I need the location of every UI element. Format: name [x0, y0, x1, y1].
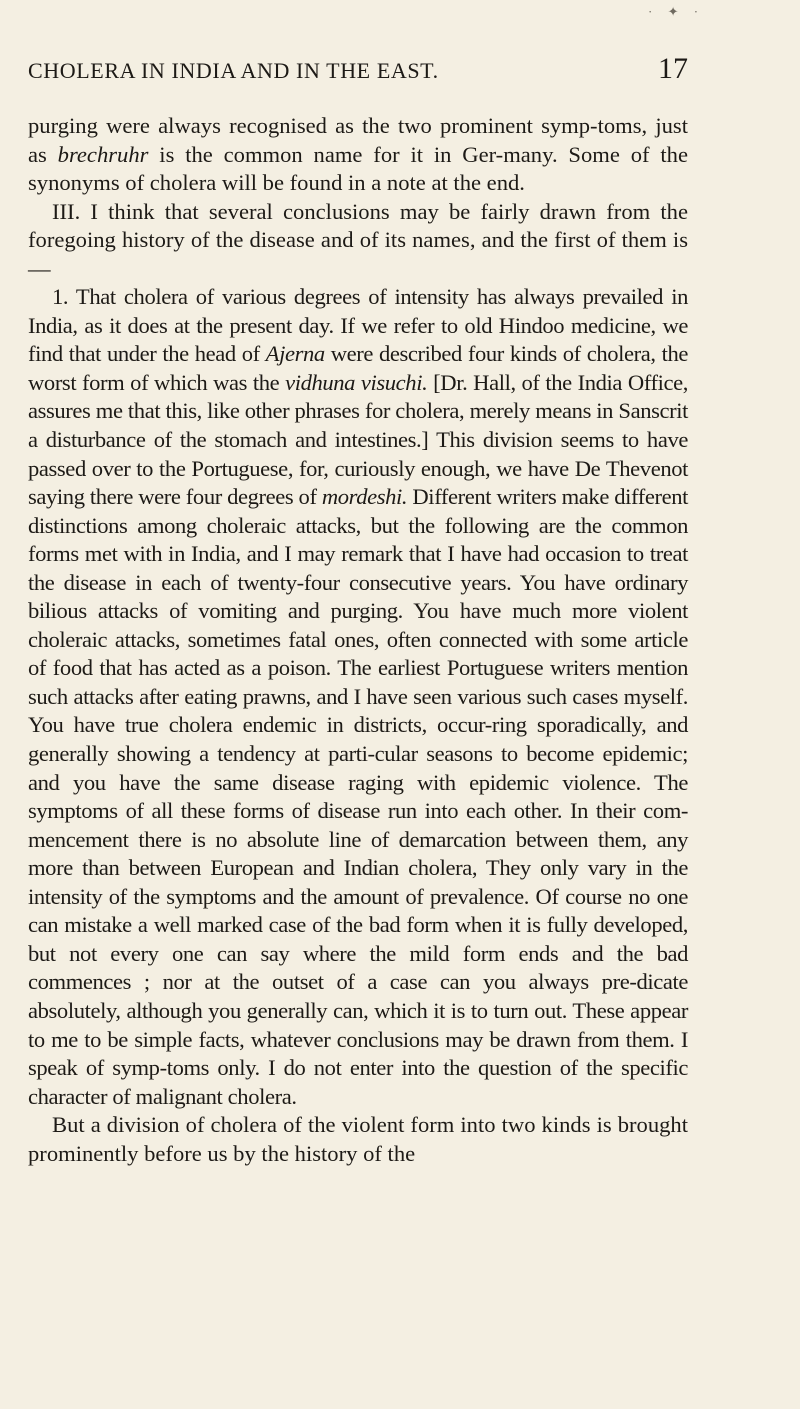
paragraph-division: But a division of cholera of the violent form into two kinds is brought prominently before us by the history of the	[28, 1112, 688, 1166]
corner-specks: · ✦ ·	[648, 4, 705, 19]
text-run: is the common name for it in Ger-many. Some of the synonyms of cholera will be found in a note at the end.	[28, 141, 688, 196]
page-number: 17	[658, 52, 688, 85]
text-run: Different writers make different distinctions among choleraic attacks, but the following are the common forms met with in India, and I may remark that I have had occasion to treat the disease in each of twenty-four consecutive years. You have ordinary bilious attacks of vomiting and purging. You have much more violent choleraic attacks, sometimes fatal ones, often connected with some article of food that has acted as a poison. The earliest Portuguese writers mention such attacks after eating prawns, and I have seen various such cases myself. You have true cholera endemic in districts, occur-ring sporadically, and generally showing a tendency at parti-cular seasons to become epidemic; and you have the same disease raging with epidemic violence. The symptoms of all these forms of disease run into each other. In their com-mencement there is no absolute line of demarcation between them, any more than between European and Indian cholera, They only vary in the intensity of the symptoms and the amount of prevalence. Of course no one can mistake a well marked case of the bad form when it is fully developed, but not every one can say where the mild form ends and the bad commences ; nor at the outset of a case can you always pre-dicate absolutely, although you generally can, which it is to turn out. These appear to me to be simple facts, whatever conclusions may be drawn from them. I speak of symp-toms only. I do not enter into the question of the specific character of malignant cholera.	[28, 484, 688, 1109]
italic-term: Ajerna	[265, 341, 325, 367]
text-run: 1. That cholera of various degrees of intensity has always prevailed in India, as it does at the present day. If we refer to old Hindoo medicine, we find that under the head of	[28, 284, 688, 367]
text-run: [Dr. Hall, of the India Office, assures me that this, like other phrases for cholera, merely means in Sanscrit a disturbance of the stomach and intestines.] This division seems to have passed over to the Portuguese, for, curiously enough, we have De Thevenot saying there were four degrees of	[28, 369, 688, 510]
italic-term: brechruhr	[57, 141, 149, 167]
text-run: were described four kinds of cholera, the worst form of which was the	[28, 341, 689, 395]
running-title: CHOLERA IN INDIA AND IN THE EAST.	[28, 58, 439, 83]
running-head	[0, 52, 800, 96]
paragraph-conclusions-intro: III. I think that several conclusions may be fairly drawn from the foregoing history of the disease and of its names, and the first of them is—	[28, 198, 688, 281]
paragraph-first-conclusion	[28, 283, 688, 1111]
italic-term: mordeshi.	[321, 484, 408, 510]
body-text	[28, 112, 688, 1168]
paragraph-continuation	[28, 112, 688, 198]
italic-term: vidhuna visuchi.	[285, 369, 428, 395]
text-run: purging were always recognised as the two prominent symp-toms, just as	[28, 113, 688, 167]
